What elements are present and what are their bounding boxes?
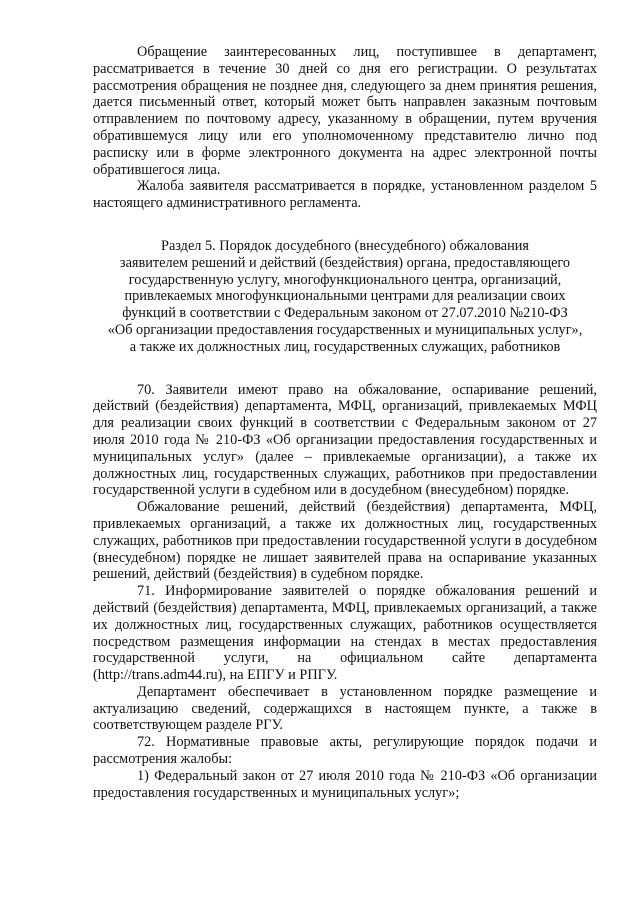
paragraph-appeal-review: Обращение заинтересованных лиц, поступившее в департамент, рассматривается в течение 30 дней со дня его регистрации. О результатах рассмотрения обращения не позднее дня, следующего за днем принятия решения, дается письменный ответ, который может быть направлен заказным почтовым отправлением по почтовому адресу, указанному в обращении, путем вручения обратившемуся лицу или его уполномоченному представителю лично под расписку или в форме электронного документа на адрес электронной почты обратившегося лица. — [93, 44, 597, 178]
section-title-line: «Об организации предоставления государственных и муниципальных услуг», — [107, 321, 583, 338]
paragraph-70-appeal: Обжалование решений, действий (бездействия) департамента, МФЦ, привлекаемых организаций, а также их должностных лиц, государственных служащих, работников при предоставлении государственной услуги в досудебном (внесудебном) порядке не лишает заявителей права на оспаривание указанных решений, действий (бездействия) в судебном порядке. — [93, 499, 597, 583]
section-title-line: заявителем решений и действий (бездействия) органа, предоставляющего — [119, 254, 571, 271]
paragraph-complaint-procedure: Жалоба заявителя рассматривается в порядке, установленном разделом 5 настоящего административного регламента. — [93, 178, 597, 212]
section-title-line: Раздел 5. Порядок досудебного (внесудебного) обжалования — [161, 237, 529, 254]
section-title-line: государственную услугу, многофункционального центра, организаций, — [128, 271, 562, 288]
paragraph-71: 71. Информирование заявителей о порядке обжалования решений и действий (бездействия) департамента, МФЦ, привлекаемых организаций, а также их должностных лиц, государственных служащих, работников осуществляется посредством размещения информации на стендах в местах предоставления государственной услуги, на официальном сайте департамента (http://trans.adm44.ru), на ЕПГУ и РПГУ. — [93, 583, 597, 684]
paragraph-72: 72. Нормативные правовые акты, регулирующие порядок подачи и рассмотрения жалобы: — [93, 734, 597, 768]
section-title-line: привлекаемых многофункциональными центрами для реализации своих — [124, 288, 566, 305]
paragraph-72-item-1: 1) Федеральный закон от 27 июля 2010 года № 210-ФЗ «Об организации предоставления государственных и муниципальных услуг»; — [93, 767, 597, 801]
section-5-title — [93, 238, 597, 356]
paragraph-71-department: Департамент обеспечивает в установленном порядке размещение и актуализацию сведений, содержащихся в настоящем пункте, а также в соответствующем разделе РГУ. — [93, 683, 597, 734]
section-title-line: функций в соответствии с Федеральным законом от 27.07.2010 №210-ФЗ — [122, 305, 568, 322]
paragraph-70: 70. Заявители имеют право на обжалование, оспаривание решений, действий (бездействия) департамента, МФЦ, организаций, привлекаемых МФЦ для реализации своих функций в соответствии с Федеральным законом от 27 июля 2010 года № 210-ФЗ «Об организации предоставления государственных и муниципальных услуг» (далее – привлекаемые организации), а также их должностных лиц, государственных служащих, работников при предоставлении государственной услуги в судебном или в досудебном (внесудебном) порядке. — [93, 381, 597, 499]
section-title-line: а также их должностных лиц, государственных служащих, работников — [129, 338, 561, 355]
